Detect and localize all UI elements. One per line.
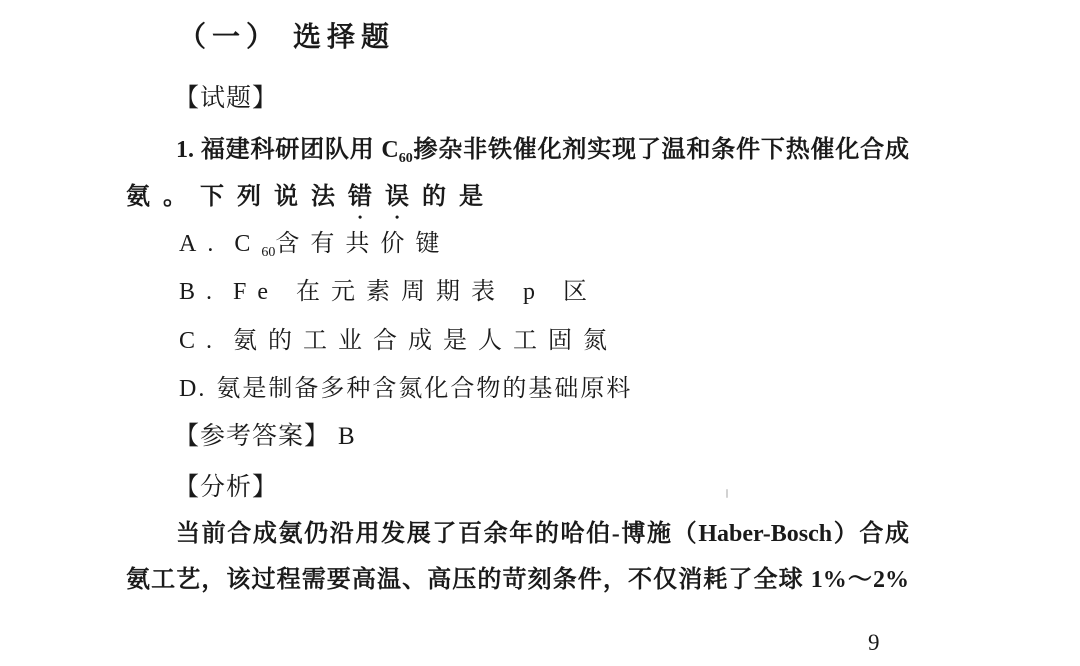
option-row-d xyxy=(179,373,962,405)
analysis-line1: 当前合成氨仍沿用发展了百余年的哈伯-博施（Haber-Bosch）合成 xyxy=(176,521,909,547)
option-b-text: Fe 在元素周期表 p 区 xyxy=(233,279,599,305)
question-stem-line2 xyxy=(126,181,909,224)
analysis-line2: 氨工艺，该过程需要高温、高压的苛刻条件，不仅消耗了全球 1%～2% xyxy=(126,567,909,593)
option-d-letter: D. xyxy=(179,376,207,402)
option-row-c xyxy=(179,325,962,357)
option-a-text-cont: 含有共价键 xyxy=(275,231,451,257)
page-number: 9 xyxy=(868,630,880,655)
option-row-a xyxy=(179,228,962,260)
stem-line1-text: 1. 福建科研团队用 C xyxy=(176,137,399,163)
option-d-text: 氨是制备多种含氮化合物的基础原料 xyxy=(216,376,633,402)
option-a-letter: A. xyxy=(179,231,225,257)
question-stem-line1 xyxy=(126,134,909,166)
stem-line1-text-cont: 掺杂非铁催化剂实现了温和条件下热催化合成 xyxy=(412,137,910,163)
answer-value: B xyxy=(338,423,356,450)
option-row-b xyxy=(179,276,962,308)
analysis-label: 【分析】 xyxy=(174,474,279,501)
option-b-letter: B. xyxy=(179,279,224,305)
option-a-subscript: 60 xyxy=(261,245,276,260)
stem-line2-text-cont: 的是 xyxy=(422,184,496,210)
answer-line xyxy=(174,421,957,453)
option-c-letter: C. xyxy=(179,328,224,354)
option-c-text: 氨的工业合成是人工固氮 xyxy=(233,328,619,354)
emphasized-text: 错误 xyxy=(348,184,422,210)
stem-line1-subscript: 60 xyxy=(398,151,413,166)
answer-label: 【参考答案】 xyxy=(174,423,331,450)
option-a-text: C xyxy=(234,231,262,257)
question-label: 【试题】 xyxy=(174,85,279,112)
scan-artifact xyxy=(726,489,728,498)
section-heading: （一） 选择题 xyxy=(178,22,396,53)
stem-line2-text: 氨。下列说法 xyxy=(126,184,348,210)
